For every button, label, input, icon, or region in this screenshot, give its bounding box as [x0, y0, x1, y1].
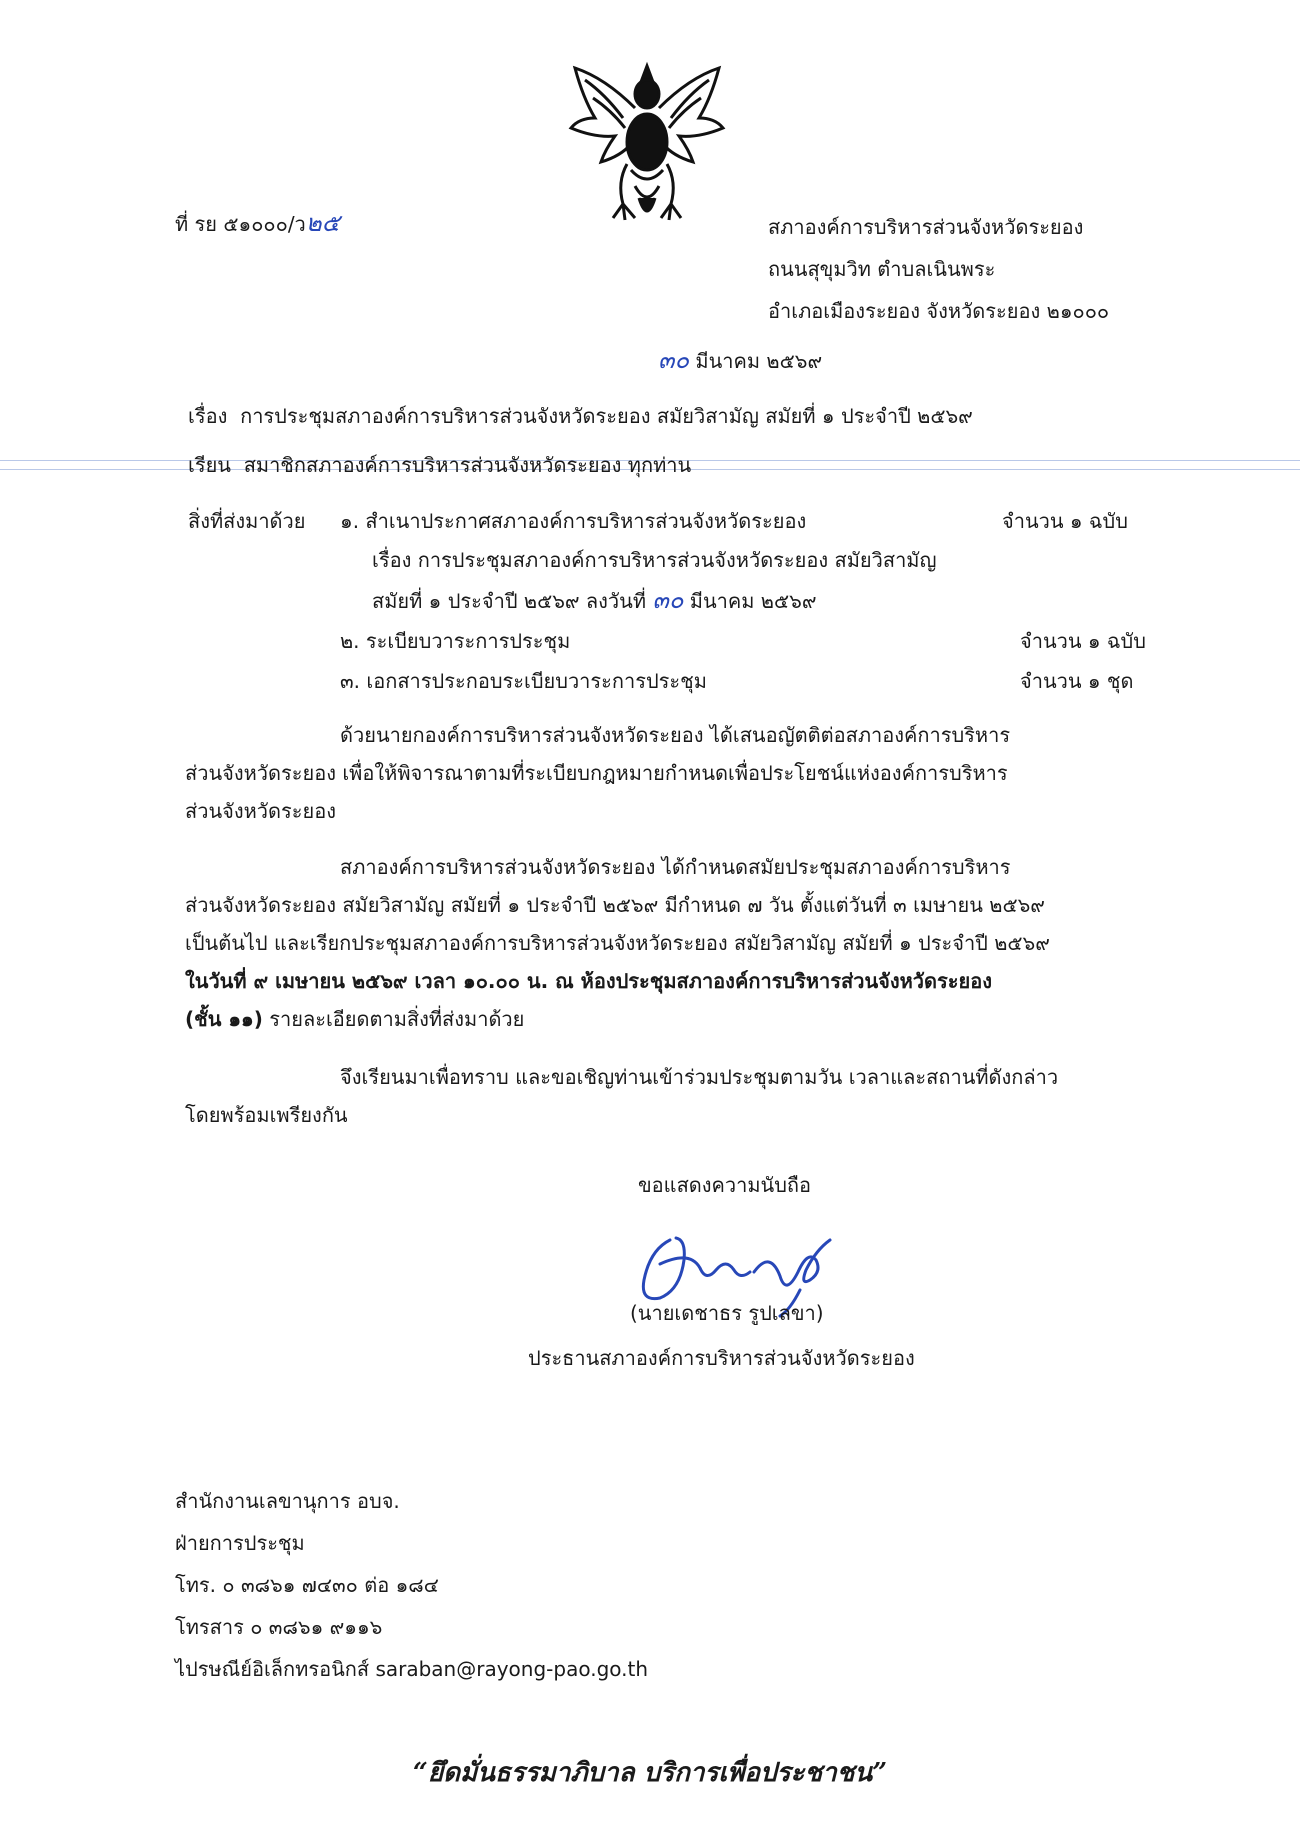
office-name: สภาองค์การบริหารส่วนจังหวัดระยอง [768, 215, 1084, 239]
reference-prefix: ที่ รย ๕๑๐๐๐/ว [175, 212, 306, 236]
paragraph-2-line5-rest: รายละเอียดตามสิ่งที่ส่งมาด้วย [262, 1007, 525, 1031]
date-handwritten-day: ๓๐ [658, 346, 690, 374]
garuda-emblem [565, 58, 730, 228]
office-address-line1: ถนนสุขุมวิท ตำบลเนินพระ [768, 257, 996, 281]
paragraph-3 [185, 1058, 1155, 1134]
enclosures-label: สิ่งที่ส่งมาด้วย [188, 509, 306, 533]
reference-number [175, 210, 340, 237]
office-address-line2: อำเภอเมืองระยอง จังหวัดระยอง ๒๑๐๐๐ [768, 299, 1110, 323]
salutation-line [188, 452, 691, 478]
paragraph-1 [185, 716, 1155, 830]
enclosure-item1-line2: เรื่อง การประชุมสภาองค์การบริหารส่วนจังหวัดระยอง สมัยวิสามัญ [372, 548, 937, 572]
contact-office: สำนักงานเลขานุการ อบจ. [175, 1489, 400, 1513]
document-date [658, 347, 822, 374]
paragraph-2-line1: สภาองค์การบริหารส่วนจังหวัดระยอง ได้กำหนดสมัยประชุมสภาองค์การบริหาร [340, 855, 1011, 879]
paragraph-3-line2: โดยพร้อมเพรียงกัน [185, 1103, 348, 1127]
paragraph-3-line1: จึงเรียนมาเพื่อทราบ และขอเชิญท่านเข้าร่วมประชุมตามวัน เวลาและสถานที่ดังกล่าว [340, 1065, 1059, 1089]
paragraph-2-line3: เป็นต้นไป และเรียกประชุมสภาองค์การบริหารส่วนจังหวัดระยอง สมัยวิสามัญ สมัยที่ ๑ ประจำปี ๒๕๖๙ [185, 931, 1050, 955]
enclosure-item1-qty: จำนวน ๑ ฉบับ [1002, 509, 1128, 533]
reference-handwritten: ๒๕ [305, 209, 340, 237]
paragraph-2-line5-bold: (ชั้น ๑๑) [185, 1007, 263, 1031]
enclosure-item3-qty: จำนวน ๑ ชุด [1020, 669, 1134, 693]
enclosure-item2-qty: จำนวน ๑ ฉบับ [1020, 629, 1146, 653]
paragraph-1-line2: ส่วนจังหวัดระยอง เพื่อให้พิจารณาตามที่ระเบียบกฎหมายกำหนดเพื่อประโยชน์แห่งองค์การบริหาร [185, 761, 1008, 785]
paragraph-2-line4: ในวันที่ ๙ เมษายน ๒๕๖๙ เวลา ๑๐.๐๐ น. ณ ห้องประชุมสภาองค์การบริหารส่วนจังหวัดระยอง [185, 969, 992, 993]
subject-line [188, 403, 973, 429]
salutation-label: เรียน [188, 453, 231, 477]
salutation-text: สมาชิกสภาองค์การบริหารส่วนจังหวัดระยอง ทุกท่าน [243, 453, 692, 477]
paragraph-1-line3: ส่วนจังหวัดระยอง [185, 799, 336, 823]
signer-title: ประธานสภาองค์การบริหารส่วนจังหวัดระยอง [528, 1346, 915, 1370]
enclosure-item1-line3-prefix: สมัยที่ ๑ ประจำปี ๒๕๖๙ ลงวันที่ [372, 589, 647, 613]
enclosure-item1-handwritten-day: ๓๐ [652, 586, 684, 614]
date-month-year: มีนาคม ๒๕๖๙ [695, 349, 823, 373]
enclosure-item3: ๓. เอกสารประกอบระเบียบวาระการประชุม [340, 669, 707, 693]
contact-email: ไปรษณีย์อิเล็กทรอนิกส์ saraban@rayong-pao.go.th [175, 1657, 649, 1681]
enclosure-item1-line3-suffix: มีนาคม ๒๕๖๙ [689, 589, 817, 613]
closing-phrase: ขอแสดงความนับถือ [638, 1173, 812, 1197]
signer-name: (นายเดชาธร รูปเลขา) [630, 1301, 824, 1325]
contact-fax: โทรสาร ๐ ๓๘๖๑ ๙๑๑๖ [175, 1615, 383, 1639]
paragraph-2 [185, 848, 1155, 1038]
contact-phone: โทร. ๐ ๓๘๖๑ ๗๔๓๐ ต่อ ๑๘๔ [175, 1573, 439, 1597]
enclosure-item1-line1: ๑. สำเนาประกาศสภาองค์การบริหารส่วนจังหวัดระยอง [340, 509, 807, 533]
subject-text: การประชุมสภาองค์การบริหารส่วนจังหวัดระยอง สมัยวิสามัญ สมัยที่ ๑ ประจำปี ๒๕๖๙ [240, 404, 973, 428]
paragraph-2-line2: ส่วนจังหวัดระยอง สมัยวิสามัญ สมัยที่ ๑ ประจำปี ๒๕๖๙ มีกำหนด ๗ วัน ตั้งแต่วันที่ ๓ เมษายน ๒๕๖๙ [185, 893, 1045, 917]
motto: “ยึดมั่นธรรมาภิบาล บริการเพื่อประชาชน” [412, 1758, 888, 1788]
contact-department: ฝ่ายการประชุม [175, 1531, 305, 1555]
paragraph-1-line1: ด้วยนายกองค์การบริหารส่วนจังหวัดระยอง ได้เสนอญัตติต่อสภาองค์การบริหาร [340, 723, 1011, 747]
enclosure-item1-line3 [372, 587, 816, 614]
subject-label: เรื่อง [188, 404, 228, 428]
enclosure-item2: ๒. ระเบียบวาระการประชุม [340, 629, 571, 653]
